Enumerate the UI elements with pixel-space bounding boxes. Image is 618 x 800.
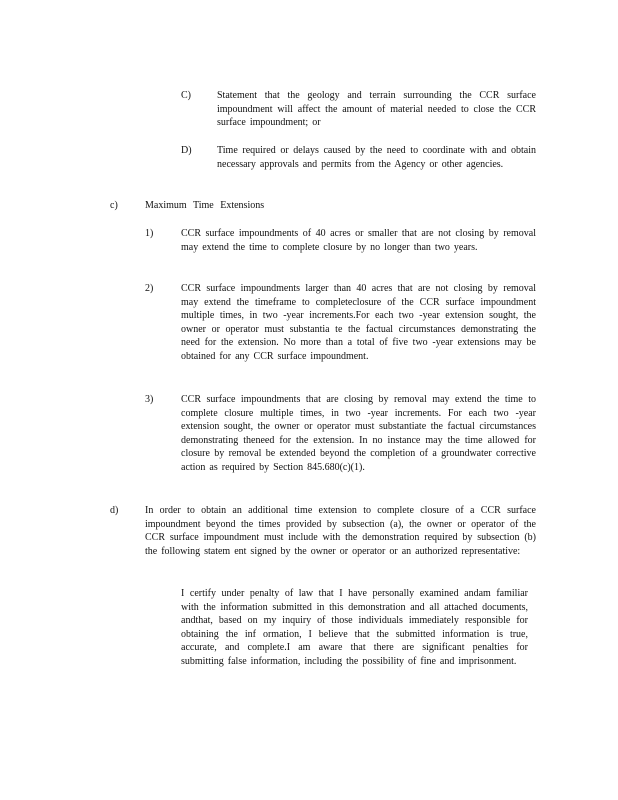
section-c-item-label-2: 2) (145, 283, 154, 294)
section-c-item-text-2: CCR surface impoundments larger than 40 acres that are not closing by removal may extend the timeframe to completeclosure of the CCR surface impoundment multiple times, in two -year increments.For each two -year extension sought, the owner or operator must substantia te the factual circumstances demonstrating the need for the extension. No more than a total of five two -year extensions may be obtained for any CCR surface impoundment. (181, 283, 536, 362)
section-c-item-label-1: 1) (145, 228, 154, 239)
section-d-text: In order to obtain an additional time extension to complete closure of a CCR surface impoundment beyond the times provided by subsection (a), the owner or operator of the CCR surface impoundment must include with the demonstration required by subsection (b) the following statem ent signed by the owner or operator or an authorized representative: (145, 505, 536, 557)
item-text-D: Time required or delays caused by the need to coordinate with and obtain necessary approvals and permits from the Agency or other agencies. (217, 145, 536, 170)
section-c-item-text-1: CCR surface impoundments of 40 acres or smaller that are not closing by removal may extend the time to complete closure by no longer than two years. (181, 228, 536, 253)
item-label-C: C) (181, 90, 191, 101)
item-text-C: Statement that the geology and terrain surrounding the CCR surface impoundment will affect the amount of material needed to close the CCR surface impoundment; or (217, 90, 536, 129)
section-c-item-label-3: 3) (145, 394, 154, 405)
certification-statement: I certify under penalty of law that I have personally examined andam familiar with the information submitted in this demonstration and all attached documents, andthat, based on my inquiry of those individuals immediately responsible for obtaining the inf ormation, I believe that the submitted information is true, accurate, and complete.I am aware that there are significant penalties for submitting false information, including the possibility of fine and imprisonment. (181, 588, 528, 667)
section-c-heading: Maximum Time Extensions (145, 200, 265, 211)
item-label-D: D) (181, 145, 192, 156)
section-c-item-text-3: CCR surface impoundments that are closing by removal may extend the time to complete closure multiple times, in two -year increments. For each two -year extension sought, the owner or operator must substantiate the factual circumstances demonstrating theneed for the extension. In no instance may the time allowed for closure by removal be extended beyond the completion of a groundwater corrective action as required by Section 845.680(c)(1). (181, 394, 536, 473)
section-d-label: d) (110, 505, 119, 516)
section-c-label: c) (110, 200, 118, 211)
